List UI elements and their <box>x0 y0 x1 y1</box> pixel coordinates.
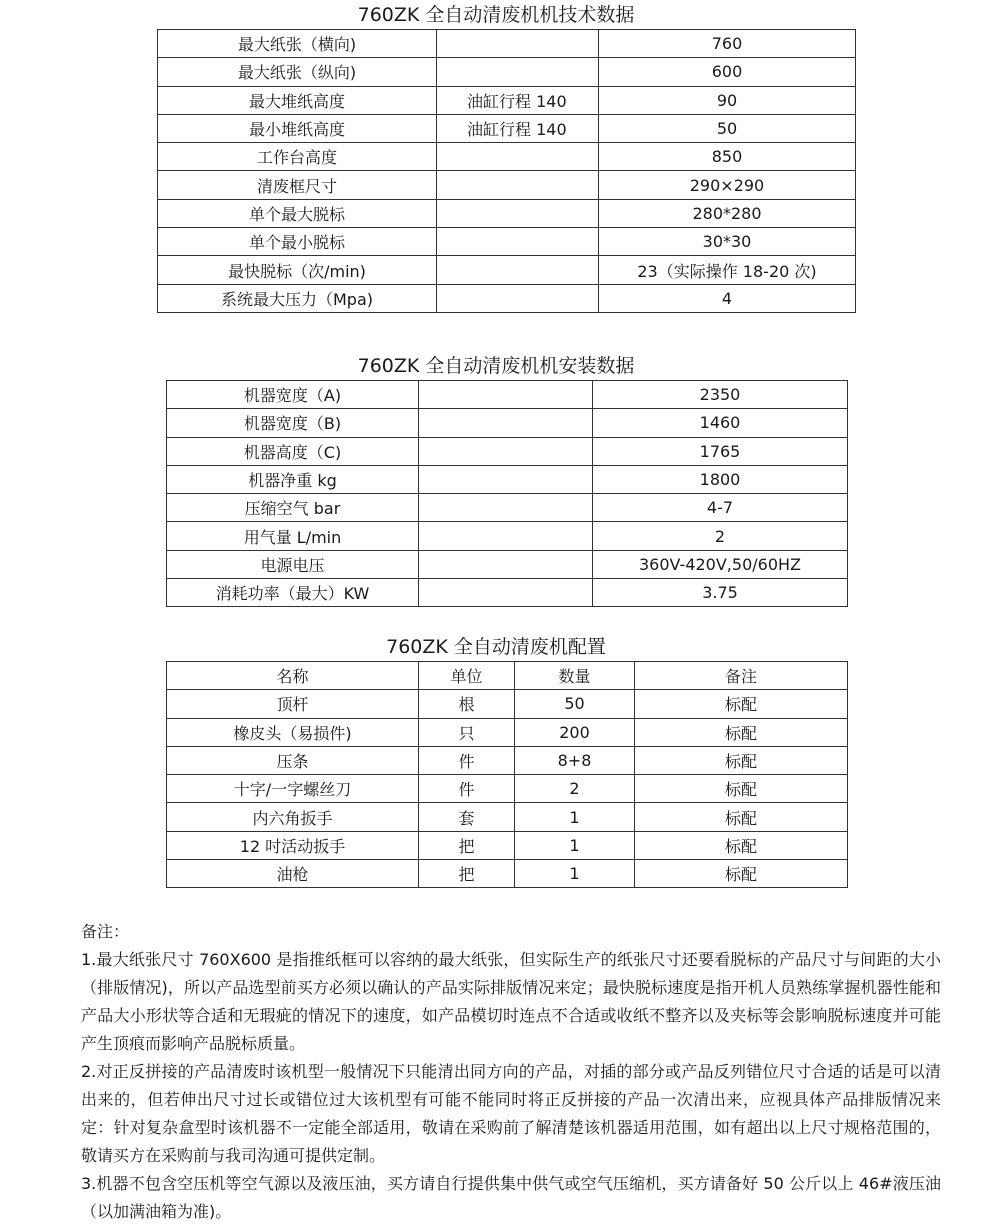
config-item-name: 油枪 <box>167 860 419 888</box>
config-item-qty: 200 <box>515 718 635 746</box>
tech-row <box>158 30 856 58</box>
install-param-name: 用气量 L/min <box>167 522 419 550</box>
tech-param-note <box>437 58 599 86</box>
tech-row <box>158 58 856 86</box>
install-table-title: 760ZK 全自动清废机机安装数据 <box>357 355 635 377</box>
config-item-unit: 把 <box>419 831 515 859</box>
tech-param-note <box>437 143 599 171</box>
tech-param-value: 280*280 <box>599 199 856 227</box>
config-item-unit: 件 <box>419 775 515 803</box>
tech-row <box>158 143 856 171</box>
config-header-unit: 单位 <box>419 662 515 690</box>
tech-param-note: 油缸行程 140 <box>437 86 599 114</box>
install-row <box>167 550 848 578</box>
install-row <box>167 522 848 550</box>
tech-row <box>158 114 856 142</box>
tech-table-title: 760ZK 全自动清废机机技术数据 <box>357 4 635 26</box>
install-row <box>167 437 848 465</box>
install-param-value: 1765 <box>593 437 848 465</box>
note-item: 3.机器不包含空压机等空气源以及液压油，买方请自行提供集中供气或空气压缩机，买方请备好 50 公斤以上 46#液压油（以加满油箱为准)。 <box>81 1174 941 1221</box>
config-item-name: 12 吋活动扳手 <box>167 831 419 859</box>
note-item: 2.对正反拼接的产品清废时该机型一般情况下只能清出同方向的产品，对插的部分或产品反列错位尺寸合适的话是可以清出来的，但若伸出尺寸过长或错位过大该机型有可能不能同时将正反拼接的产品一次清出来，应视具体产品排版情况来定：针对复杂盒型时该机器不一定能全部适用，敬请在采购前了解清楚该机器适用范围，如有超出以上尺寸规格范围的，敬请买方在采购前与我司沟通可提供定制。 <box>81 1062 941 1165</box>
tech-param-value: 760 <box>599 30 856 58</box>
install-param-name: 电源电压 <box>167 550 419 578</box>
config-item-name: 十字/一字螺丝刀 <box>167 775 419 803</box>
config-item-remark: 标配 <box>635 775 848 803</box>
tech-param-note: 油缸行程 140 <box>437 114 599 142</box>
install-param-note <box>419 550 593 578</box>
tech-param-note <box>437 171 599 199</box>
config-table-title: 760ZK 全自动清废机配置 <box>386 636 606 658</box>
tech-row <box>158 171 856 199</box>
install-param-note <box>419 409 593 437</box>
tech-param-value: 850 <box>599 143 856 171</box>
config-row <box>167 775 848 803</box>
config-item-qty: 1 <box>515 860 635 888</box>
tech-param-value: 90 <box>599 86 856 114</box>
install-param-name: 压缩空气 bar <box>167 494 419 522</box>
install-param-note <box>419 494 593 522</box>
config-header-name: 名称 <box>167 662 419 690</box>
install-param-note <box>419 381 593 409</box>
tech-row <box>158 256 856 284</box>
install-param-note <box>419 579 593 607</box>
config-row <box>167 831 848 859</box>
install-data-table <box>166 380 848 607</box>
install-param-value: 3.75 <box>593 579 848 607</box>
install-row <box>167 579 848 607</box>
tech-param-name: 系统最大压力（Mpa) <box>158 284 437 312</box>
tech-param-name: 单个最小脱标 <box>158 228 437 256</box>
tech-param-name: 最快脱标（次/min) <box>158 256 437 284</box>
tech-param-name: 清废框尺寸 <box>158 171 437 199</box>
config-item-qty: 1 <box>515 831 635 859</box>
config-item-remark: 标配 <box>635 746 848 774</box>
install-row <box>167 381 848 409</box>
install-param-value: 1460 <box>593 409 848 437</box>
tech-param-value: 30*30 <box>599 228 856 256</box>
tech-param-name: 最大纸张（纵向) <box>158 58 437 86</box>
config-item-name: 橡皮头（易损件) <box>167 718 419 746</box>
tech-param-name: 工作台高度 <box>158 143 437 171</box>
tech-row <box>158 199 856 227</box>
tech-param-note <box>437 256 599 284</box>
tech-data-table <box>157 29 856 313</box>
tech-param-note <box>437 30 599 58</box>
install-param-note <box>419 465 593 493</box>
install-param-note <box>419 522 593 550</box>
tech-param-name: 最大纸张（横向) <box>158 30 437 58</box>
config-item-qty: 8+8 <box>515 746 635 774</box>
tech-param-note <box>437 199 599 227</box>
config-item-remark: 标配 <box>635 860 848 888</box>
config-row <box>167 690 848 718</box>
install-param-value: 1800 <box>593 465 848 493</box>
config-item-remark: 标配 <box>635 831 848 859</box>
config-header-qty: 数量 <box>515 662 635 690</box>
notes-section <box>81 918 941 1226</box>
config-item-unit: 只 <box>419 718 515 746</box>
tech-param-value: 4 <box>599 284 856 312</box>
tech-param-note <box>437 284 599 312</box>
install-param-value: 4-7 <box>593 494 848 522</box>
config-row <box>167 746 848 774</box>
install-param-name: 机器宽度（A) <box>167 381 419 409</box>
note-item: 1.最大纸张尺寸 760X600 是指推纸框可以容纳的最大纸张，但实际生产的纸张尺寸还要看脱标的产品尺寸与间距的大小（排版情况)，所以产品选型前买方必须以确认的产品实际排版情况来定；最快脱标速度是指开机人员熟练掌握机器性能和产品大小形状等合适和无瑕疵的情况下的速度，如产品模切时连点不合适或收纸不整齐以及夹标等会影响脱标速度并可能产生顶痕而影响产品脱标质量。 <box>81 950 941 1053</box>
tech-param-name: 单个最大脱标 <box>158 199 437 227</box>
config-item-name: 顶杆 <box>167 690 419 718</box>
install-param-name: 机器净重 kg <box>167 465 419 493</box>
install-row <box>167 465 848 493</box>
config-item-qty: 50 <box>515 690 635 718</box>
tech-param-value: 50 <box>599 114 856 142</box>
config-item-unit: 件 <box>419 746 515 774</box>
notes-heading: 备注： <box>81 922 130 941</box>
config-row <box>167 803 848 831</box>
install-param-name: 消耗功率（最大）KW <box>167 579 419 607</box>
install-row <box>167 409 848 437</box>
config-item-remark: 标配 <box>635 718 848 746</box>
config-item-unit: 套 <box>419 803 515 831</box>
config-item-name: 压条 <box>167 746 419 774</box>
config-item-qty: 1 <box>515 803 635 831</box>
install-param-value: 2350 <box>593 381 848 409</box>
install-param-name: 机器宽度（B) <box>167 409 419 437</box>
install-param-note <box>419 437 593 465</box>
install-param-name: 机器高度（C) <box>167 437 419 465</box>
config-header-remark: 备注 <box>635 662 848 690</box>
config-item-qty: 2 <box>515 775 635 803</box>
install-row <box>167 494 848 522</box>
tech-row <box>158 228 856 256</box>
install-param-value: 2 <box>593 522 848 550</box>
config-header-row <box>167 662 848 690</box>
tech-param-value: 600 <box>599 58 856 86</box>
config-row <box>167 860 848 888</box>
tech-param-name: 最小堆纸高度 <box>158 114 437 142</box>
config-table <box>166 661 848 888</box>
tech-row <box>158 86 856 114</box>
tech-row <box>158 284 856 312</box>
config-item-unit: 根 <box>419 690 515 718</box>
config-item-remark: 标配 <box>635 803 848 831</box>
config-item-name: 内六角扳手 <box>167 803 419 831</box>
install-param-value: 360V-420V,50/60HZ <box>593 550 848 578</box>
tech-param-name: 最大堆纸高度 <box>158 86 437 114</box>
tech-param-value: 23（实际操作 18-20 次) <box>599 256 856 284</box>
config-item-remark: 标配 <box>635 690 848 718</box>
config-row <box>167 718 848 746</box>
tech-param-value: 290×290 <box>599 171 856 199</box>
tech-param-note <box>437 228 599 256</box>
config-item-unit: 把 <box>419 860 515 888</box>
